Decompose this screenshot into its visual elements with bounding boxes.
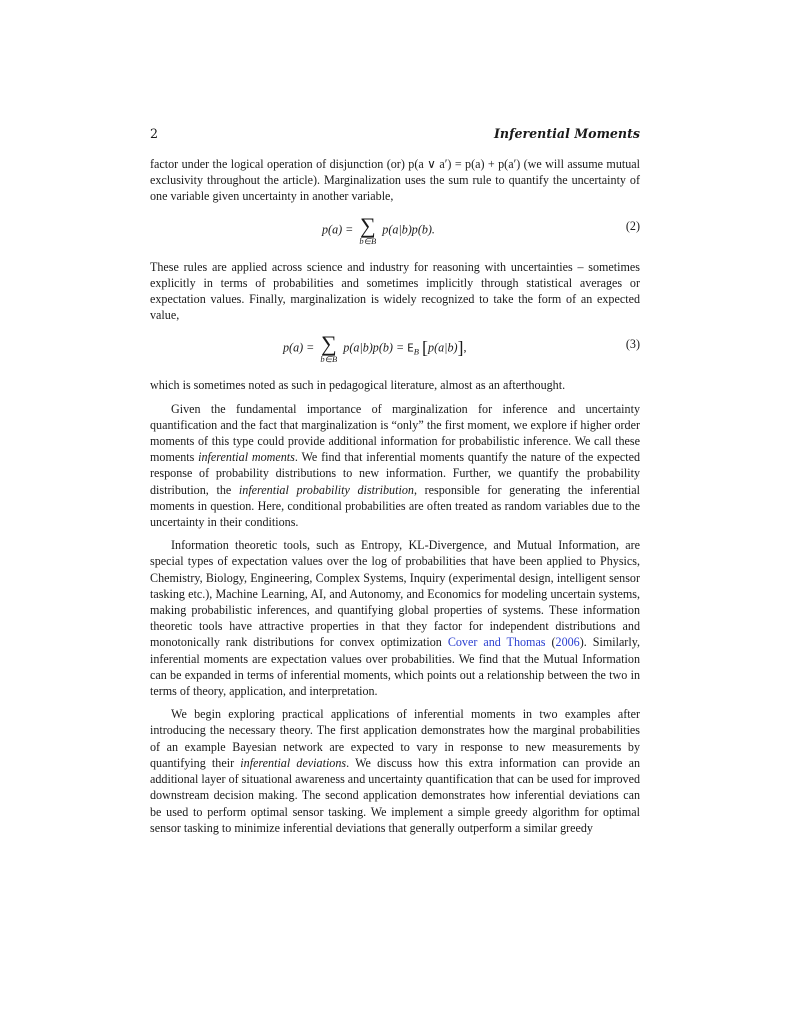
equation-3-number: (3) xyxy=(625,337,640,352)
term-inferential-probability-distribution: inferential probability distribution xyxy=(238,482,414,497)
summation-subscript: b∈B xyxy=(320,354,338,365)
expectation-subscript: B xyxy=(413,347,419,358)
expectation-argument: p(a|b) xyxy=(428,340,458,355)
paragraph-2: These rules are applied across science and industry for reasoning with uncertainties – sometimes explicitly in terms of probabilities and sometimes implicitly through statistical averages or expectation values. Finally, marginalization is widely recognized to take the form of an expected value, xyxy=(150,259,640,323)
body-text xyxy=(150,156,640,836)
running-title: Inferential Moments xyxy=(494,126,640,141)
equation-2-number: (2) xyxy=(625,218,640,233)
paragraph-1: factor under the logical operation of disjunction (or) p(a ∨ a′) = p(a) + p(a′) (we will assume mutual exclusivity throughout the article). Marginalization uses the sum rule to quantify the uncertainty of one variable given uncertainty in another variable, xyxy=(150,157,640,204)
paragraph-4: Given the fundamental importance of marginalization for inference and uncertainty quantification and the fact that marginalization is “only” the first moment, we explore if higher order moments of this type could provide additional information for probabilistic inference. We call these moments inferential moments. We find that inferential moments quantify the nature of the expected response of probability distributions to new information. Further, we quantify the probability distribution, the inferential probability distribution, responsible for generating the inferential moments in question. Here, conditional probabilities are often treated as random variables due to the uncertainty in their conditions. xyxy=(150,401,641,530)
page-number: 2 xyxy=(150,126,159,141)
paragraph-3: which is sometimes noted as such in pedagogical literature, almost as an afterthought. xyxy=(150,378,566,393)
summation-sign: ∑ b∈B xyxy=(359,212,377,246)
equation-3-body: p(a) = ∑ b∈B $p(a|b)p(b) = E_B$ [p(a|b)], xyxy=(283,331,467,365)
equation-2-body xyxy=(322,212,435,246)
term-inferential-deviations: inferential deviations xyxy=(240,755,347,770)
paragraph-6: We begin exploring practical applications of inferential moments in two examples after introducing the necessary theory. The first application demonstrates how the marginal probabilities of an example Bayesian network are expected to vary in response to new measurements by quantifying their inferential deviations. We discuss how this extra information can provide an additional layer of situational awareness and uncertainty quantification that can be used for improved downstream decision making. The second application demonstrates how inferential deviations can be used to perform optimal sensor tasking. We implement a simple greedy algorithm for optimal sensor tasking to minimize inferential deviations that generally outperform a similar greedy xyxy=(150,707,640,835)
equation-2-lhs: p(a) = xyxy=(322,221,354,236)
equation-3-lhs: p(a) = xyxy=(283,340,315,355)
page xyxy=(150,126,640,836)
equation-3-mid: p(a|b)p(b) = xyxy=(343,340,405,355)
equation-3 xyxy=(150,327,640,371)
summation-sign: ∑ b∈B xyxy=(320,331,338,365)
running-header xyxy=(150,126,640,146)
summation-subscript: b∈B xyxy=(359,235,377,246)
paragraph-5: Information theoretic tools, such as Entropy, KL-Divergence, and Mutual Information, are special types of expectation values over the log of probabilities that have been applied to Physics, Chemistry, Biology, Engineering, Complex Systems, Inquiry (experimental design, intelligent sensor tasking etc.), Machine Learning, AI, and Autonomy, and Economics for modeling uncertain systems, making probabilistic inferences, and quantifying global properties of systems. These information theoretic tools have attractive properties in that they factor for independent distributions and monotonically rank distributions for convex optimization Cover and Thomas (2006). Similarly, inferential moments are expectation values over probabilities. We find that the Mutual Information can be expanded in terms of inferential moments, which points out a relationship between the two in terms of theory, application, and interpretation. xyxy=(150,538,640,699)
expectation-symbol: E xyxy=(407,341,414,355)
equation-2-rhs: p(a|b)p(b). xyxy=(382,221,435,236)
citation-link-authors[interactable]: Cover and Thomas xyxy=(447,635,546,650)
citation-link-year[interactable]: 2006 xyxy=(555,635,580,650)
equation-3-tail: , xyxy=(463,340,467,355)
term-inferential-moments: inferential moments xyxy=(198,450,295,465)
equation-2 xyxy=(150,209,640,253)
